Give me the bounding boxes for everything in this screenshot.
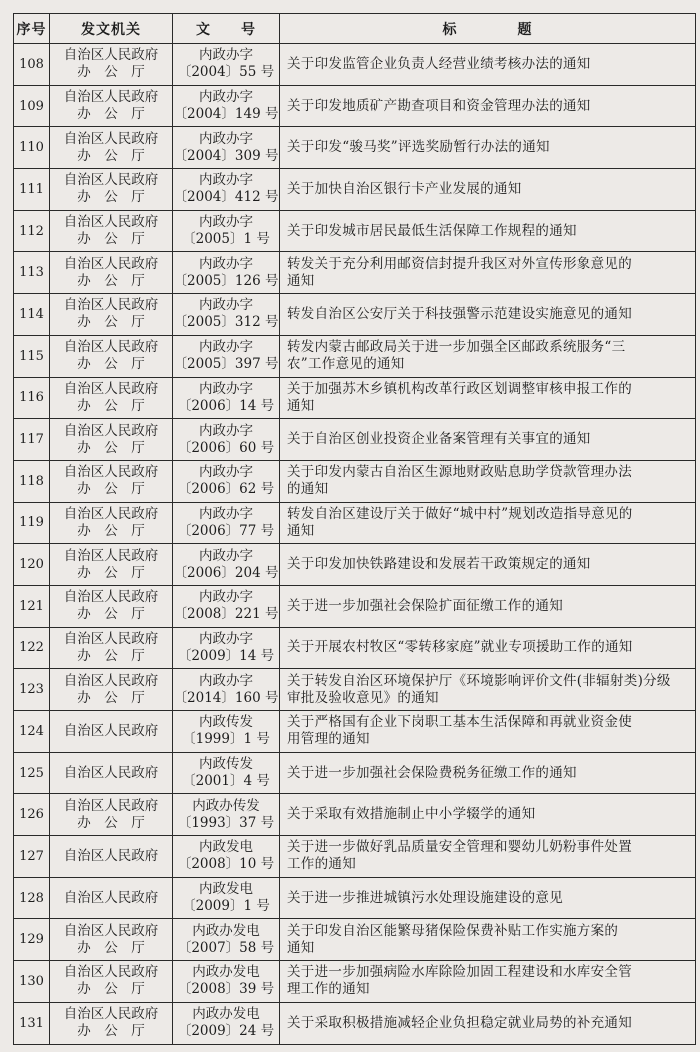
- agency-line: 办 公 厅: [77, 981, 145, 998]
- cell-doc-no: [173, 85, 280, 127]
- title-line: 通知: [287, 272, 315, 289]
- agency-line: 办 公 厅: [77, 272, 145, 289]
- table-row: [14, 335, 696, 377]
- cell-title: [280, 44, 696, 86]
- cell-agency: [50, 961, 173, 1003]
- table-row: [14, 544, 696, 586]
- cell-agency: [50, 585, 173, 627]
- title-line: 关于加强苏木乡镇机构改革行政区划调整审核申报工作的: [287, 380, 632, 397]
- doc-no-line: 〔2009〕1 号: [182, 898, 270, 915]
- cell-agency: [50, 335, 173, 377]
- cell-title: [280, 669, 696, 711]
- cell-doc-no: [173, 877, 280, 919]
- cell-seq: 110: [14, 127, 50, 169]
- cell-agency: [50, 711, 173, 753]
- title-line: 农”工作意见的通知: [287, 356, 405, 373]
- title-line: 关于印发地质矿产勘查项目和资金管理办法的通知: [287, 97, 591, 114]
- doc-no-line: 内政办字: [199, 380, 253, 397]
- doc-no-line: 〔2008〕10 号: [177, 856, 275, 873]
- table-row: [14, 460, 696, 502]
- cell-seq: 129: [14, 919, 50, 961]
- agency-line: 自治区人民政府: [63, 797, 159, 814]
- agency-line: 自治区人民政府: [63, 505, 159, 522]
- doc-no-line: 内政发电: [199, 881, 253, 898]
- doc-no-line: 内政发电: [199, 839, 253, 856]
- doc-no-line: 内政办字: [199, 630, 253, 647]
- agency-line: 办 公 厅: [77, 939, 145, 956]
- cell-seq: 122: [14, 627, 50, 669]
- table-row: [14, 294, 696, 336]
- title-line: 用管理的通知: [287, 731, 370, 748]
- doc-no-line: 内政办发电: [192, 964, 260, 981]
- title-line: 关于进一步加强社会保险扩面征缴工作的通知: [287, 597, 563, 614]
- cell-doc-no: [173, 419, 280, 461]
- cell-agency: [50, 460, 173, 502]
- table-row: [14, 669, 696, 711]
- cell-doc-no: [173, 794, 280, 836]
- agency-line: 自治区人民政府: [63, 722, 159, 739]
- title-line: 转发自治区公安厅关于科技强警示范建设实施意见的通知: [287, 305, 632, 322]
- agency-line: 办 公 厅: [77, 606, 145, 623]
- cell-title: [280, 85, 696, 127]
- doc-no-line: 〔2001〕4 号: [182, 773, 270, 790]
- agency-line: 自治区人民政府: [63, 47, 159, 64]
- title-line: 关于加快自治区银行卡产业发展的通知: [287, 180, 522, 197]
- cell-doc-no: [173, 460, 280, 502]
- cell-agency: [50, 169, 173, 211]
- table-row: [14, 210, 696, 252]
- doc-no-line: 〔2006〕204 号: [173, 564, 279, 581]
- table-row: [14, 836, 696, 878]
- doc-no-line: 〔2005〕126 号: [173, 272, 279, 289]
- cell-seq: 125: [14, 752, 50, 794]
- agency-line: 自治区人民政府: [63, 922, 159, 939]
- cell-doc-no: [173, 377, 280, 419]
- cell-agency: [50, 919, 173, 961]
- agency-line: 办 公 厅: [77, 1023, 145, 1040]
- cell-agency: [50, 85, 173, 127]
- cell-doc-no: [173, 627, 280, 669]
- agency-line: 自治区人民政府: [63, 297, 159, 314]
- agency-line: 自治区人民政府: [63, 889, 159, 906]
- agency-line: 办 公 厅: [77, 439, 145, 456]
- doc-no-line: 内政办字: [199, 130, 253, 147]
- doc-no-line: 内政办字: [199, 589, 253, 606]
- document-table: [13, 13, 696, 1045]
- agency-line: 自治区人民政府: [63, 130, 159, 147]
- doc-no-line: 〔1999〕1 号: [182, 731, 270, 748]
- cell-doc-no: [173, 252, 280, 294]
- cell-doc-no: [173, 294, 280, 336]
- cell-agency: [50, 669, 173, 711]
- doc-no-line: 〔2004〕55 号: [177, 64, 275, 81]
- title-line: 审批及验收意见》的通知: [287, 689, 439, 706]
- doc-no-line: 内政办发电: [192, 1006, 260, 1023]
- doc-no-line: 内政办传发: [192, 797, 260, 814]
- title-line: 关于印发监管企业负责人经营业绩考核办法的通知: [287, 55, 591, 72]
- cell-seq: 121: [14, 585, 50, 627]
- agency-line: 自治区人民政府: [63, 214, 159, 231]
- agency-line: 办 公 厅: [77, 481, 145, 498]
- table-row: [14, 627, 696, 669]
- agency-line: 办 公 厅: [77, 147, 145, 164]
- title-line: 关于印发内蒙古自治区生源地财政贴息助学贷款管理办法: [287, 464, 632, 481]
- cell-agency: [50, 252, 173, 294]
- cell-doc-no: [173, 961, 280, 1003]
- cell-doc-no: [173, 210, 280, 252]
- title-line: 关于印发自治区能繁母猪保险保费补贴工作实施方案的: [287, 922, 619, 939]
- cell-doc-no: [173, 836, 280, 878]
- doc-no-line: 内政办字: [199, 422, 253, 439]
- cell-title: [280, 419, 696, 461]
- title-line: 关于进一步加强社会保险费税务征缴工作的通知: [287, 764, 577, 781]
- title-line: 转发关于充分利用邮资信封提升我区对外宣传形象意见的: [287, 255, 632, 272]
- title-line: 转发内蒙古邮政局关于进一步加强全区邮政系统服务“三: [287, 339, 626, 356]
- agency-line: 办 公 厅: [77, 647, 145, 664]
- agency-line: 自治区人民政府: [63, 547, 159, 564]
- title-line: 关于采取有效措施制止中小学辍学的通知: [287, 806, 536, 823]
- doc-no-line: 内政办字: [199, 339, 253, 356]
- cell-seq: 118: [14, 460, 50, 502]
- cell-doc-no: [173, 502, 280, 544]
- cell-title: [280, 585, 696, 627]
- title-line: 关于进一步做好乳品质量安全管理和婴幼儿奶粉事件处置: [287, 839, 632, 856]
- cell-title: [280, 794, 696, 836]
- table-row: [14, 961, 696, 1003]
- agency-line: 自治区人民政府: [63, 255, 159, 272]
- cell-seq: 124: [14, 711, 50, 753]
- agency-line: 自治区人民政府: [63, 630, 159, 647]
- cell-doc-no: [173, 669, 280, 711]
- agency-line: 自治区人民政府: [63, 1006, 159, 1023]
- doc-no-line: 〔2005〕397 号: [173, 356, 279, 373]
- agency-line: 办 公 厅: [77, 356, 145, 373]
- cell-seq: 114: [14, 294, 50, 336]
- doc-no-line: 内政办字: [199, 214, 253, 231]
- doc-no-line: 〔2006〕14 号: [177, 397, 275, 414]
- cell-agency: [50, 544, 173, 586]
- cell-doc-no: [173, 711, 280, 753]
- table-row: [14, 1002, 696, 1044]
- cell-doc-no: [173, 169, 280, 211]
- agency-line: 办 公 厅: [77, 814, 145, 831]
- cell-agency: [50, 210, 173, 252]
- agency-line: 办 公 厅: [77, 522, 145, 539]
- table-row: [14, 377, 696, 419]
- doc-no-line: 内政办字: [199, 547, 253, 564]
- cell-seq: 123: [14, 669, 50, 711]
- doc-no-line: 内政传发: [199, 714, 253, 731]
- table-header-row: [14, 14, 696, 44]
- title-line: 关于转发自治区环境保护厅《环境影响评价文件(非辐射类)分级: [287, 672, 671, 689]
- cell-title: [280, 836, 696, 878]
- agency-line: 办 公 厅: [77, 689, 145, 706]
- table-row: [14, 419, 696, 461]
- cell-title: [280, 877, 696, 919]
- cell-title: [280, 919, 696, 961]
- table-row: [14, 44, 696, 86]
- cell-agency: [50, 877, 173, 919]
- doc-no-line: 〔2006〕62 号: [177, 481, 275, 498]
- cell-title: [280, 961, 696, 1003]
- table-row: [14, 752, 696, 794]
- agency-line: 办 公 厅: [77, 64, 145, 81]
- cell-seq: 119: [14, 502, 50, 544]
- cell-agency: [50, 502, 173, 544]
- agency-line: 自治区人民政府: [63, 672, 159, 689]
- cell-title: [280, 252, 696, 294]
- cell-seq: 111: [14, 169, 50, 211]
- title-line: 理工作的通知: [287, 981, 370, 998]
- title-line: 关于开展农村牧区“零转移家庭”就业专项援助工作的通知: [287, 639, 633, 656]
- cell-title: [280, 294, 696, 336]
- doc-no-line: 〔2006〕77 号: [177, 522, 275, 539]
- cell-title: [280, 711, 696, 753]
- title-line: 通知: [287, 522, 315, 539]
- doc-no-line: 〔1993〕37 号: [177, 814, 275, 831]
- cell-agency: [50, 794, 173, 836]
- cell-agency: [50, 294, 173, 336]
- header-title: 标 题: [280, 14, 696, 44]
- doc-no-line: 内政办字: [199, 505, 253, 522]
- cell-agency: [50, 752, 173, 794]
- title-line: 转发自治区建设厅关于做好“城中村”规划改造指导意见的: [287, 505, 633, 522]
- doc-no-line: 内政办字: [199, 297, 253, 314]
- agency-line: 自治区人民政府: [63, 847, 159, 864]
- cell-seq: 117: [14, 419, 50, 461]
- table-row: [14, 85, 696, 127]
- cell-seq: 116: [14, 377, 50, 419]
- agency-line: 自治区人民政府: [63, 422, 159, 439]
- table-row: [14, 169, 696, 211]
- table-row: [14, 919, 696, 961]
- doc-no-line: 〔2008〕39 号: [177, 981, 275, 998]
- cell-seq: 130: [14, 961, 50, 1003]
- table-row: [14, 585, 696, 627]
- doc-no-line: 内政办字: [199, 464, 253, 481]
- cell-agency: [50, 836, 173, 878]
- agency-line: 自治区人民政府: [63, 464, 159, 481]
- agency-line: 办 公 厅: [77, 564, 145, 581]
- doc-no-line: 〔2004〕412 号: [173, 189, 279, 206]
- doc-no-line: 内政传发: [199, 756, 253, 773]
- cell-seq: 112: [14, 210, 50, 252]
- table-row: [14, 127, 696, 169]
- cell-doc-no: [173, 127, 280, 169]
- agency-line: 办 公 厅: [77, 231, 145, 248]
- cell-doc-no: [173, 585, 280, 627]
- agency-line: 办 公 厅: [77, 314, 145, 331]
- title-line: 关于印发“骏马奖”评选奖励暂行办法的通知: [287, 139, 550, 156]
- cell-doc-no: [173, 752, 280, 794]
- doc-no-line: 内政办字: [199, 255, 253, 272]
- title-line: 关于进一步加强病险水库除险加固工程建设和水库安全管: [287, 964, 632, 981]
- agency-line: 办 公 厅: [77, 397, 145, 414]
- table-row: [14, 711, 696, 753]
- agency-line: 自治区人民政府: [63, 89, 159, 106]
- agency-line: 自治区人民政府: [63, 339, 159, 356]
- cell-agency: [50, 419, 173, 461]
- table-row: [14, 877, 696, 919]
- cell-title: [280, 377, 696, 419]
- table-row: [14, 252, 696, 294]
- agency-line: 自治区人民政府: [63, 380, 159, 397]
- cell-seq: 127: [14, 836, 50, 878]
- agency-line: 办 公 厅: [77, 189, 145, 206]
- cell-seq: 131: [14, 1002, 50, 1044]
- title-line: 通知: [287, 397, 315, 414]
- cell-title: [280, 335, 696, 377]
- title-line: 关于进一步推进城镇污水处理设施建设的意见: [287, 889, 563, 906]
- table-row: [14, 502, 696, 544]
- doc-no-line: 内政办字: [199, 672, 253, 689]
- agency-line: 自治区人民政府: [63, 764, 159, 781]
- header-agency: 发文机关: [50, 14, 173, 44]
- cell-title: [280, 127, 696, 169]
- cell-doc-no: [173, 544, 280, 586]
- header-doc-no: 文 号: [173, 14, 280, 44]
- cell-seq: 109: [14, 85, 50, 127]
- cell-agency: [50, 44, 173, 86]
- agency-line: 自治区人民政府: [63, 589, 159, 606]
- cell-title: [280, 752, 696, 794]
- title-line: 关于自治区创业投资企业备案管理有关事宜的通知: [287, 431, 591, 448]
- cell-doc-no: [173, 919, 280, 961]
- cell-agency: [50, 1002, 173, 1044]
- doc-no-line: 〔2005〕1 号: [182, 231, 270, 248]
- doc-no-line: 〔2008〕221 号: [173, 606, 279, 623]
- cell-seq: 108: [14, 44, 50, 86]
- cell-title: [280, 460, 696, 502]
- title-line: 的通知: [287, 481, 329, 498]
- title-line: 关于严格国有企业下岗职工基本生活保障和再就业资金使: [287, 714, 632, 731]
- cell-doc-no: [173, 44, 280, 86]
- doc-no-line: 〔2005〕312 号: [173, 314, 279, 331]
- doc-no-line: 〔2009〕24 号: [177, 1023, 275, 1040]
- cell-seq: 115: [14, 335, 50, 377]
- agency-line: 办 公 厅: [77, 106, 145, 123]
- doc-no-line: 内政办发电: [192, 922, 260, 939]
- title-line: 通知: [287, 939, 315, 956]
- doc-no-line: 〔2004〕309 号: [173, 147, 279, 164]
- title-line: 关于采取积极措施减轻企业负担稳定就业局势的补充通知: [287, 1014, 632, 1031]
- doc-no-line: 〔2006〕60 号: [177, 439, 275, 456]
- doc-no-line: 〔2014〕160 号: [173, 689, 279, 706]
- cell-agency: [50, 627, 173, 669]
- cell-title: [280, 627, 696, 669]
- cell-agency: [50, 377, 173, 419]
- agency-line: 自治区人民政府: [63, 964, 159, 981]
- doc-no-line: 内政办字: [199, 47, 253, 64]
- cell-seq: 128: [14, 877, 50, 919]
- cell-seq: 113: [14, 252, 50, 294]
- doc-no-line: 〔2009〕14 号: [177, 647, 275, 664]
- cell-agency: [50, 127, 173, 169]
- table-row: [14, 794, 696, 836]
- doc-no-line: 〔2004〕149 号: [173, 106, 279, 123]
- title-line: 工作的通知: [287, 856, 356, 873]
- header-seq: 序号: [14, 14, 50, 44]
- doc-no-line: 〔2007〕58 号: [177, 939, 275, 956]
- doc-no-line: 内政办字: [199, 172, 253, 189]
- cell-doc-no: [173, 335, 280, 377]
- cell-seq: 120: [14, 544, 50, 586]
- cell-title: [280, 544, 696, 586]
- agency-line: 自治区人民政府: [63, 172, 159, 189]
- cell-seq: 126: [14, 794, 50, 836]
- cell-title: [280, 502, 696, 544]
- cell-title: [280, 1002, 696, 1044]
- title-line: 关于印发城市居民最低生活保障工作规程的通知: [287, 222, 577, 239]
- cell-doc-no: [173, 1002, 280, 1044]
- title-line: 关于印发加快铁路建设和发展若干政策规定的通知: [287, 556, 591, 573]
- cell-title: [280, 169, 696, 211]
- doc-no-line: 内政办字: [199, 89, 253, 106]
- cell-title: [280, 210, 696, 252]
